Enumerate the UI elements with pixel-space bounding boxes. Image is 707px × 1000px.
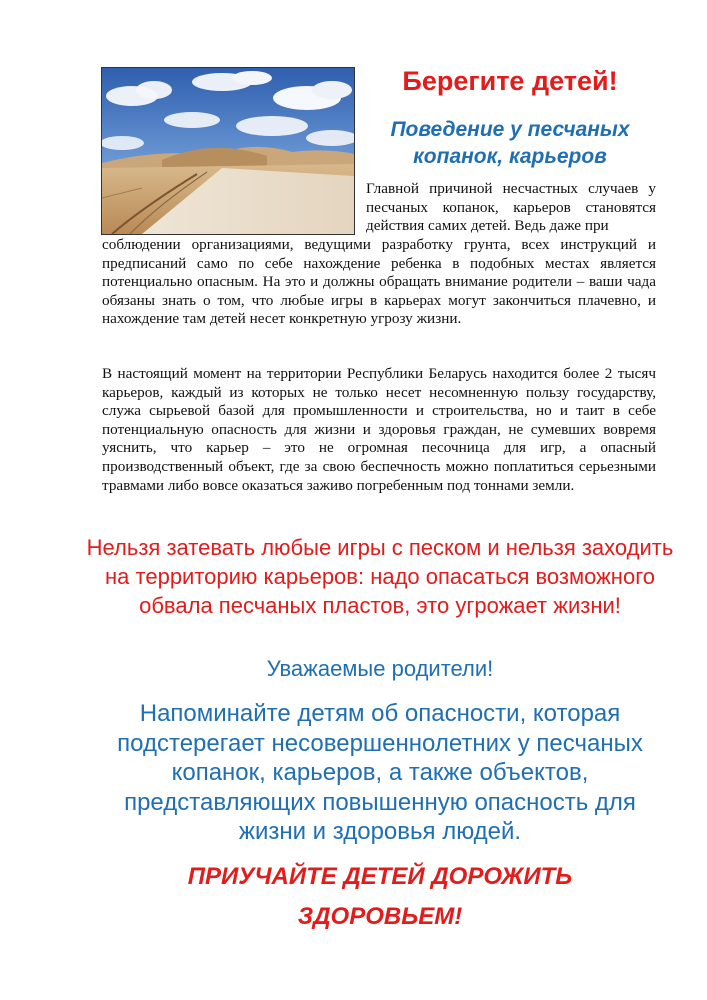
paragraph-2: В настоящий момент на территории Республики Беларусь находится более 2 тысяч карьеров, каждый из которых не только несет несомненную пользу государству, служа сырьевой базой для промышленности и строительства, но и таит в себе потенциальную опасность для жизни и здоровья граждан, не сумевших вовремя уяснить, что карьер – это не огромная песочница для игр, а опасный производственный объект, где за свою беспечность можно поплатиться серьезными травмами либо вовсе оказаться заживо погребенным под тоннами земли. bbox=[102, 365, 656, 494]
slogan-line-1: ПРИУЧАЙТЕ ДЕТЕЙ ДОРОЖИТЬ bbox=[187, 863, 573, 890]
slogan-line-2: ЗДОРОВЬЕМ! bbox=[297, 903, 463, 930]
page-subtitle: Поведение у песчаных копанок, карьеров bbox=[390, 118, 630, 168]
sand-quarry-image-icon bbox=[102, 68, 354, 234]
paragraph-1-continued: соблюдении организациями, ведущими разработку грунта, всех инструкций и предписаний само по себе нахождение ребенка в подобных местах является потенциально опасным. На это и должны обращать внимание родители – ваши чада обязаны знать о том, что любые игры в карьерах могут закончиться плачевно, и нахождение там детей несет конкретную угрозу жизни. bbox=[102, 236, 656, 328]
slogan bbox=[80, 857, 680, 937]
page-title: Берегите детей! bbox=[402, 66, 618, 96]
parents-heading: Уважаемые родители! bbox=[266, 656, 494, 681]
sand-quarry-photo bbox=[101, 67, 355, 235]
reminder-text: Напоминайте детям об опасности, которая подстерегает несовершеннолетних у песчаных копанок, карьеров, а также объектов, представляющих повышенную опасность для жизни и здоровья людей. bbox=[117, 700, 643, 845]
warning-text: Нельзя затевать любые игры с песком и нельзя заходить на территорию карьеров: надо опасаться возможного обвала песчаных пластов, это угрожает жизни! bbox=[86, 535, 674, 618]
paragraph-1-wrapped: Главной причиной несчастных случаев у песчаных копанок, карьеров становятся действия самих детей. Ведь даже при bbox=[366, 180, 656, 235]
